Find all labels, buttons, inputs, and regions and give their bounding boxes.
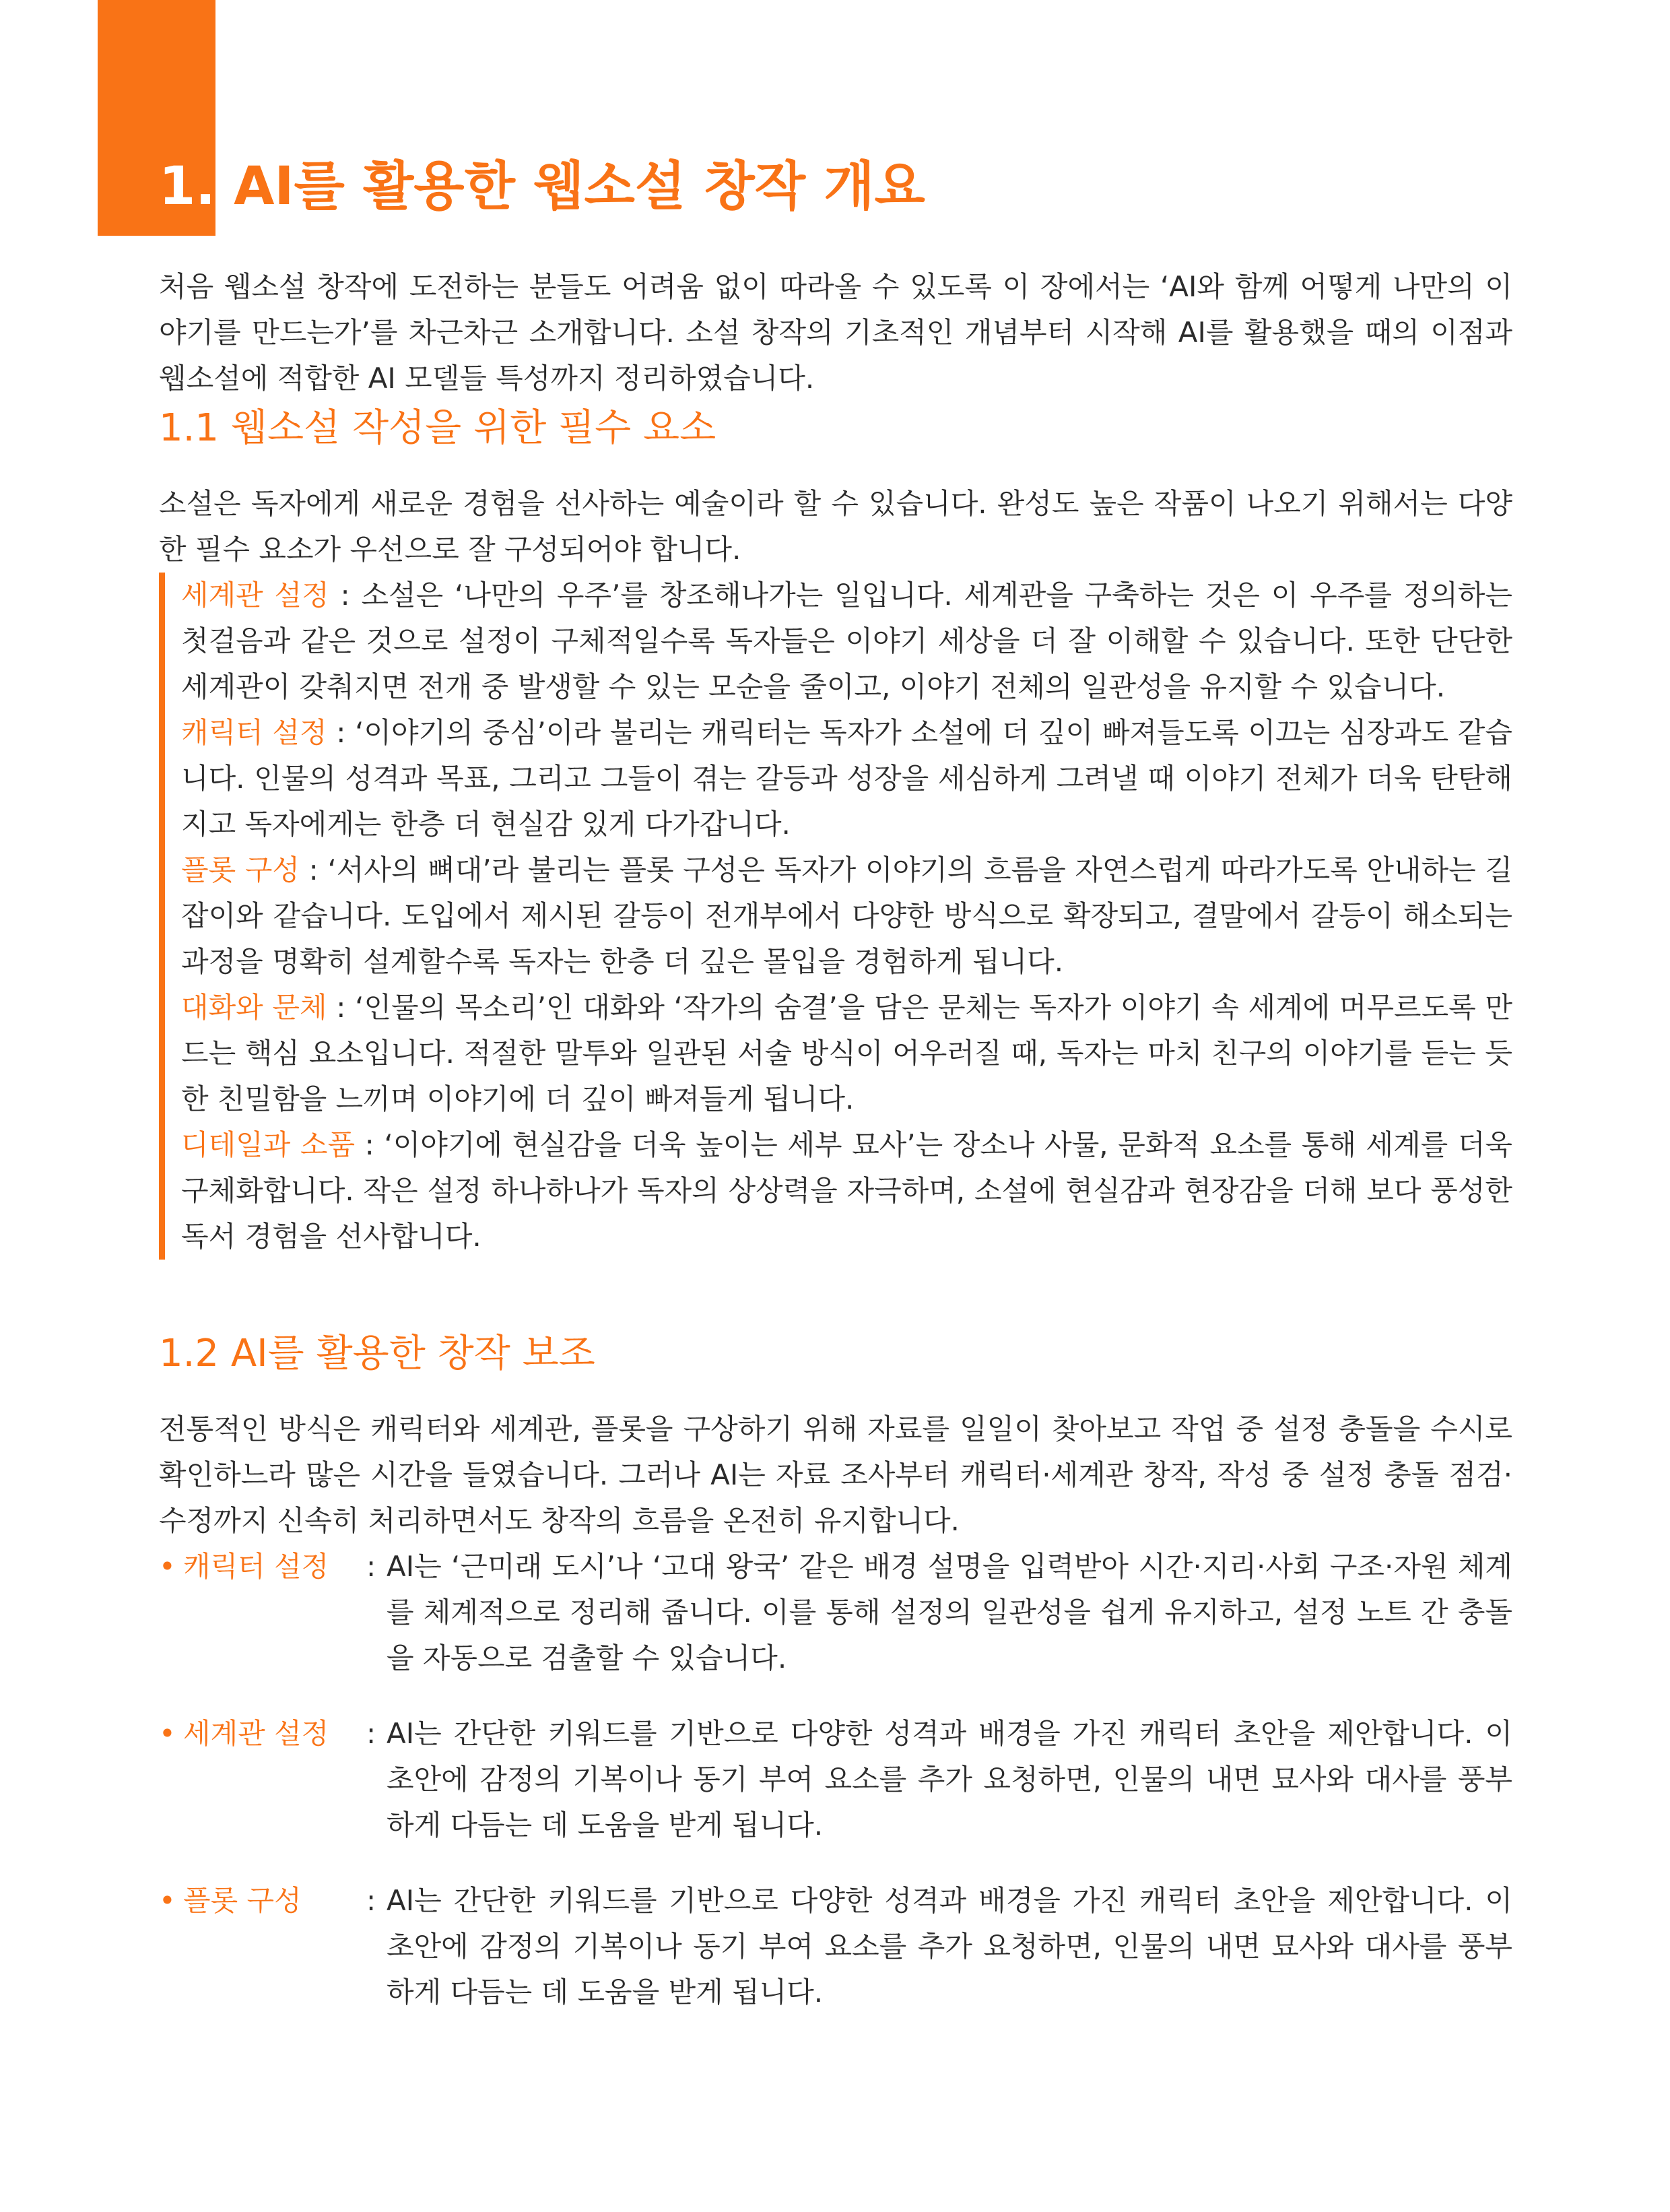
element-dialogue-style [159,985,1512,1122]
element-separator: : [327,716,356,749]
bullet-dot-icon: • [159,1884,176,1917]
element-label: 캐릭터 설정 [181,716,327,749]
element-label: 대화와 문체 [181,991,327,1024]
bullet-dot-icon: • [159,1550,176,1583]
section-1-title: 1.1 웹소설 작성을 위한 필수 요소 [159,406,716,450]
element-text: 소설은 ‘나만의 우주’를 창조해나가는 일입니다. 세계관을 구축하는 것은 이 우주를 정의하는 첫걸음과 같은 것으로 설정이 구체적일수록 독자들은 이야기 세상을 더 잘 이해할 수 있습니다. 또한 단단한 세계관이 갖춰지면 전개 중 발생할 수 있는 모순을 줄이고, 이야기 전체의 일관성을 유지할 수 있습니다. [181,579,1512,703]
bullet-description: AI는 ‘근미래 도시’나 ‘고대 왕국’ 같은 배경 설명을 입력받아 시간·지리·사회 구조·자원 체계를 체계적으로 정리해 줍니다. 이를 통해 설정의 일관성을 쉽게 유지하고, 설정 노트 간 충돌을 자동으로 검출할 수 있습니다. [387,1550,1512,1674]
bullet-label: 캐릭터 설정 [183,1550,329,1583]
element-character [159,710,1512,847]
chapter-title-text: AI를 활용한 웹소설 창작 개요 [234,156,925,217]
bullet-separator: : [366,1884,376,1917]
element-plot [159,847,1512,985]
element-text: ‘이야기의 중심’이라 불리는 캐릭터는 독자가 소설에 더 깊이 빠져들도록 이끄는 심장과도 같습니다. 인물의 성격과 목표, 그리고 그들이 겪는 갈등과 성장을 세심하게 그려낼 때 이야기 전체가 더욱 탄탄해지고 독자에게는 한층 더 현실감 있게 다가갑니다. [181,716,1512,841]
section-2-lead: 전통적인 방식은 캐릭터와 세계관, 플롯을 구상하기 위해 자료를 일일이 찾아보고 작업 중 설정 충돌을 수시로 확인하느라 많은 시간을 들였습니다. 그러나 AI는 자료 조사부터 캐릭터·세계관 창작, 작성 중 설정 충돌 점검·수정까지 신속히 처리하면서도 창작의 흐름을 온전히 유지합니다. [159,1412,1512,1537]
page-content [159,264,1512,2045]
bullet-label: 플롯 구성 [183,1884,302,1917]
element-label: 플롯 구성 [181,853,300,886]
bullet-separator: : [366,1717,376,1750]
element-separator: : [299,853,328,886]
element-text: ‘이야기에 현실감을 더욱 높이는 세부 묘사’는 장소나 사물, 문화적 요소를 통해 세계를 더욱 구체화합니다. 작은 설정 하나하나가 독자의 상상력을 자극하며, 소설에 현실감과 현장감을 더해 보다 풍성한 독서 경험을 선사합니다. [181,1128,1512,1253]
section-1-lead: 소설은 독자에게 새로운 경험을 선사하는 예술이라 할 수 있습니다. 완성도 높은 작품이 나오기 위해서는 다양한 필수 요소가 우선으로 잘 구성되어야 합니다. [159,487,1512,566]
bullet-item [159,1878,1512,2015]
chapter-title [159,150,925,224]
bullet-description: AI는 간단한 키워드를 기반으로 다양한 성격과 배경을 가진 캐릭터 초안을 제안합니다. 이 초안에 감정의 기복이나 동기 부여 요소를 추가 요청하면, 인물의 내면 묘사와 대사를 풍부하게 다듬는 데 도움을 받게 됩니다. [387,1717,1512,1842]
essential-elements-list [159,573,1512,1260]
element-separator: : [355,1128,385,1161]
ai-assist-list [159,1544,1512,2015]
element-label: 세계관 설정 [181,579,329,612]
element-details-props [159,1122,1512,1260]
chapter-number: 1. [159,156,215,217]
element-separator: : [329,579,362,612]
element-label: 디테일과 소품 [181,1128,356,1161]
element-text: ‘인물의 목소리’인 대화와 ‘작가의 숨결’을 담은 문체는 독자가 이야기 속 세계에 머무르도록 만드는 핵심 요소입니다. 적절한 말투와 일관된 서술 방식이 어우러질 때, 독자는 마치 친구의 이야기를 듣는 듯한 친밀함을 느끼며 이야기에 더 깊이 빠져들게 됩니다. [181,991,1512,1115]
bullet-label: 세계관 설정 [183,1717,329,1750]
bullet-dot-icon: • [159,1717,176,1750]
intro-paragraph: 처음 웹소설 창작에 도전하는 분들도 어려움 없이 따라올 수 있도록 이 장에서는 ‘AI와 함께 어떻게 나만의 이야기를 만드는가’를 차근차근 소개합니다. 소설 창작의 기초적인 개념부터 시작해 AI를 활용했을 때의 이점과 웹소설에 적합한 AI 모델들 특성까지 정리하였습니다. [159,270,1512,395]
section-2-title: 1.2 AI를 활용한 창작 보조 [159,1332,595,1375]
element-worldbuilding [159,573,1512,710]
element-text: ‘서사의 뼈대’라 불리는 플롯 구성은 독자가 이야기의 흐름을 자연스럽게 따라가도록 안내하는 길잡이와 같습니다. 도입에서 제시된 갈등이 전개부에서 다양한 방식으로 확장되고, 결말에서 갈등이 해소되는 과정을 명확히 설계할수록 독자는 한층 더 깊은 몰입을 경험하게 됩니다. [181,853,1513,978]
bullet-item [159,1544,1512,1681]
bullet-description: AI는 간단한 키워드를 기반으로 다양한 성격과 배경을 가진 캐릭터 초안을 제안합니다. 이 초안에 감정의 기복이나 동기 부여 요소를 추가 요청하면, 인물의 내면 묘사와 대사를 풍부하게 다듬는 데 도움을 받게 됩니다. [387,1884,1512,2009]
bullet-separator: : [366,1550,376,1583]
element-separator: : [327,991,356,1024]
bullet-item [159,1711,1512,1848]
